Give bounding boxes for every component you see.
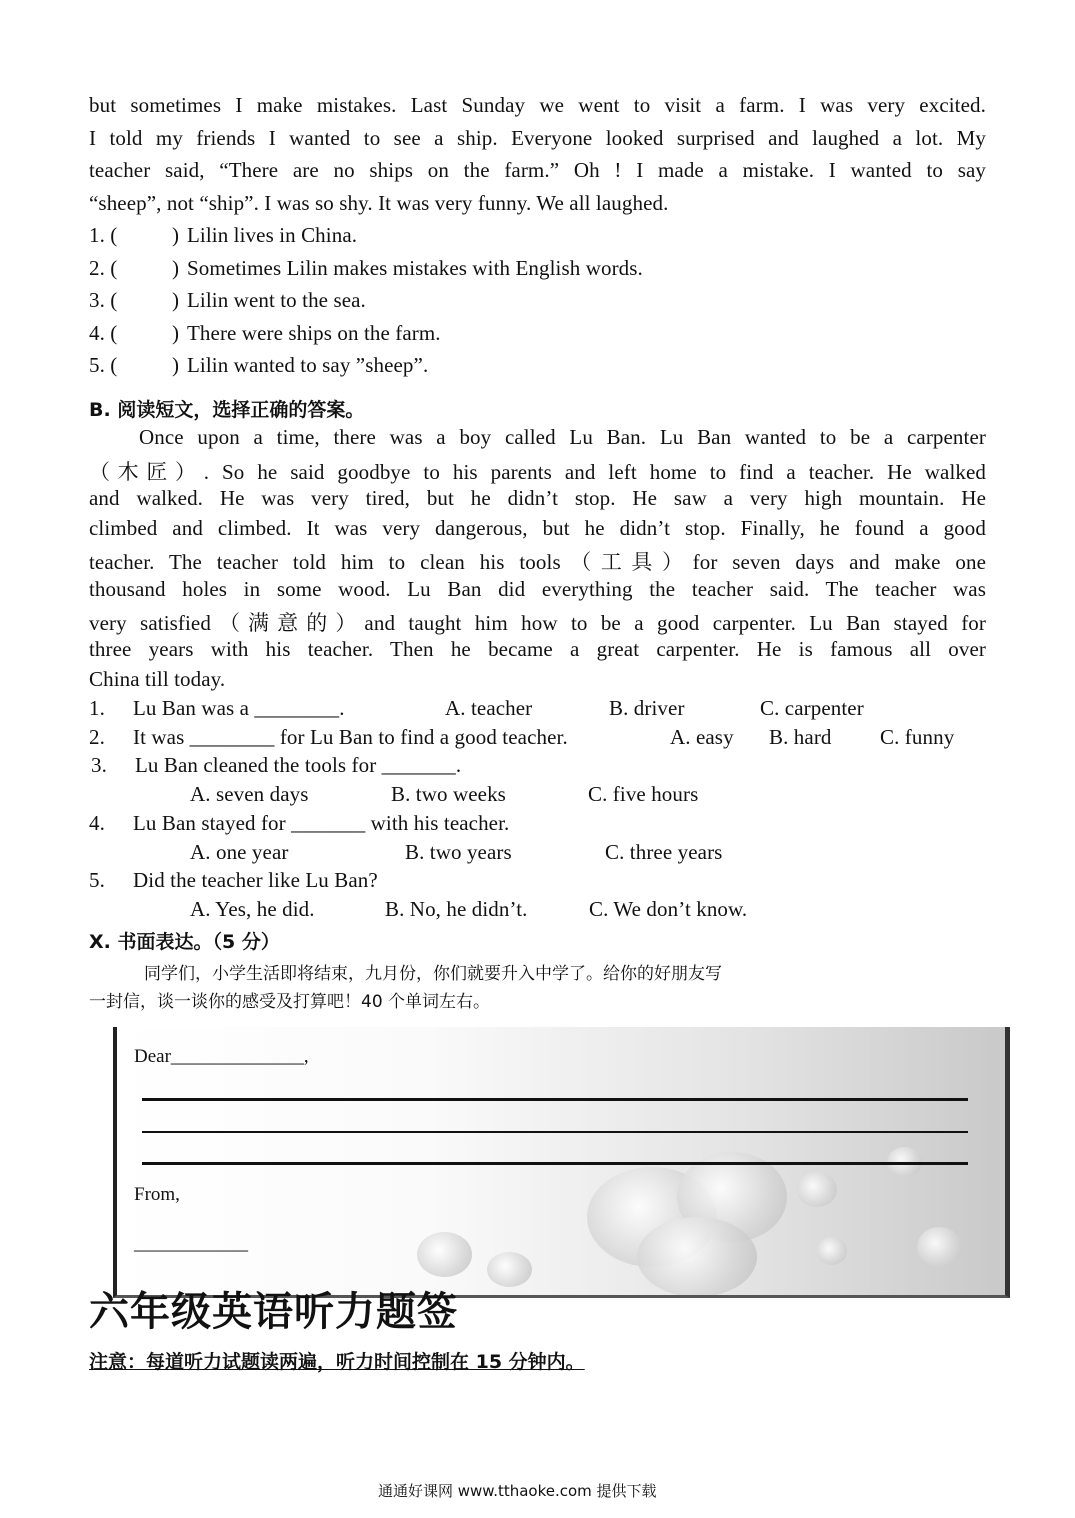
mc-option-c: C. We don’t know. — [589, 897, 748, 921]
mc-stem: Lu Ban cleaned the tools for _______. — [135, 753, 462, 777]
mc-option-b: B. hard — [769, 725, 832, 749]
section-x-instructions-line: 一封信，谈一谈你的感受及打算吧！40 个单词左右。 — [89, 992, 491, 1012]
writing-line — [142, 1162, 968, 1165]
writing-line — [142, 1098, 968, 1101]
section-x-title: Ⅹ. 书面表达。（5 分） — [89, 931, 280, 953]
mc-option-c: C. funny — [880, 725, 955, 749]
letter-closing: From, — [134, 1184, 180, 1205]
mc-option-a: A. seven days — [190, 782, 309, 806]
mc-option-c: C. five hours — [588, 782, 699, 806]
tf-number: 4. ( — [89, 321, 118, 345]
mc-option-c: C. carpenter — [760, 696, 864, 720]
tf-paren-close: ) — [172, 353, 180, 377]
tf-number: 2. ( — [89, 256, 118, 280]
mc-option-b: B. driver — [609, 696, 685, 720]
flower-decoration — [817, 1237, 847, 1265]
listening-note: 注意：每道听力试题读两遍，听力时间控制在 15 分钟内。 — [89, 1351, 585, 1373]
mc-option-a: A. teacher — [445, 696, 533, 720]
section-b-title: B. 阅读短文，选择正确的答案。 — [89, 399, 365, 421]
flower-decoration — [487, 1252, 532, 1287]
passage-a-line: I told my friends I wanted to see a ship. Everyone looked surprised and laughed a lot. My — [89, 126, 986, 150]
mc-option-b: B. two years — [405, 840, 512, 864]
passage-b-line: China till today. — [89, 667, 226, 691]
passage-a-line: “sheep”, not “ship”. I was so shy. It was very funny. We all laughed. — [89, 191, 669, 215]
tf-paren-close: ) — [172, 288, 180, 312]
passage-a-line: but sometimes I make mistakes. Last Sunday we went to visit a farm. I was very excited. — [89, 93, 986, 117]
section-x-instructions-line: 同学们，小学生活即将结束，九月份，你们就要升入中学了。给你的好朋友写 — [144, 964, 722, 984]
passage-b-line: climbed and climbed. It was very dangerous, but he didn’t stop. Finally, he found a good — [89, 516, 986, 540]
passage-b-line: very satisfied（满意的）and taught him how to be a good carpenter. Lu Ban stayed for — [89, 611, 986, 635]
tf-paren-close: ) — [172, 321, 180, 345]
tf-text: Lilin wanted to say ”sheep”. — [187, 353, 429, 377]
tf-text: Sometimes Lilin makes mistakes with English words. — [187, 256, 643, 280]
mc-number: 2. — [89, 725, 105, 749]
tf-text: Lilin went to the sea. — [187, 288, 366, 312]
mc-number: 1. — [89, 696, 105, 720]
mc-stem: Did the teacher like Lu Ban? — [133, 868, 378, 892]
passage-b-line: three years with his teacher. Then he became a great carpenter. He is famous all over — [89, 637, 986, 661]
passage-b-line: teacher. The teacher told him to clean his tools（工具）for seven days and make one — [89, 550, 986, 574]
mc-number: 3. — [91, 753, 107, 777]
mc-option-c: C. three years — [605, 840, 723, 864]
mc-option-a: A. easy — [670, 725, 734, 749]
mc-option-b: B. No, he didn’t. — [385, 897, 528, 921]
passage-a-line: teacher said, “There are no ships on the farm.” Oh ! I made a mistake. I wanted to say — [89, 158, 986, 182]
passage-b-line: （木匠）. So he said goodbye to his parents and left home to find a teacher. He walked — [89, 460, 986, 484]
passage-b-line: thousand holes in some wood. Lu Ban did everything the teacher said. The teacher was — [89, 577, 986, 601]
tf-text: Lilin lives in China. — [187, 223, 358, 247]
passage-b-line: Once upon a time, there was a boy called Lu Ban. Lu Ban wanted to be a carpenter — [139, 425, 986, 449]
letter-signature-line: ____________ — [134, 1233, 248, 1254]
writing-line — [142, 1131, 968, 1133]
tf-text: There were ships on the farm. — [187, 321, 441, 345]
flower-decoration — [417, 1232, 472, 1277]
tf-number: 3. ( — [89, 288, 118, 312]
mc-option-a: A. one year — [190, 840, 289, 864]
mc-option-a: A. Yes, he did. — [190, 897, 315, 921]
mc-stem: Lu Ban stayed for _______ with his teacher. — [133, 811, 510, 835]
tf-paren-close: ) — [172, 223, 180, 247]
mc-number: 4. — [89, 811, 105, 835]
tf-number: 1. ( — [89, 223, 118, 247]
listening-title: 六年级英语听力题签 — [89, 1289, 458, 1335]
mc-number: 5. — [89, 868, 105, 892]
page-footer: 通通好课网 www.tthaoke.com 提供下载 — [378, 1482, 657, 1500]
tf-paren-close: ) — [172, 256, 180, 280]
mc-stem: Lu Ban was a ________. — [133, 696, 345, 720]
letter-greeting: Dear______________, — [134, 1046, 309, 1067]
letter-writing-box — [113, 1027, 1010, 1298]
flower-decoration — [637, 1217, 757, 1297]
mc-option-b: B. two weeks — [391, 782, 506, 806]
tf-number: 5. ( — [89, 353, 118, 377]
flower-decoration — [797, 1172, 837, 1207]
passage-b-line: and walked. He was very tired, but he didn’t stop. He saw a very high mountain. He — [89, 486, 986, 510]
mc-stem: It was ________ for Lu Ban to find a good teacher. — [133, 725, 568, 749]
flower-decoration — [917, 1227, 962, 1267]
